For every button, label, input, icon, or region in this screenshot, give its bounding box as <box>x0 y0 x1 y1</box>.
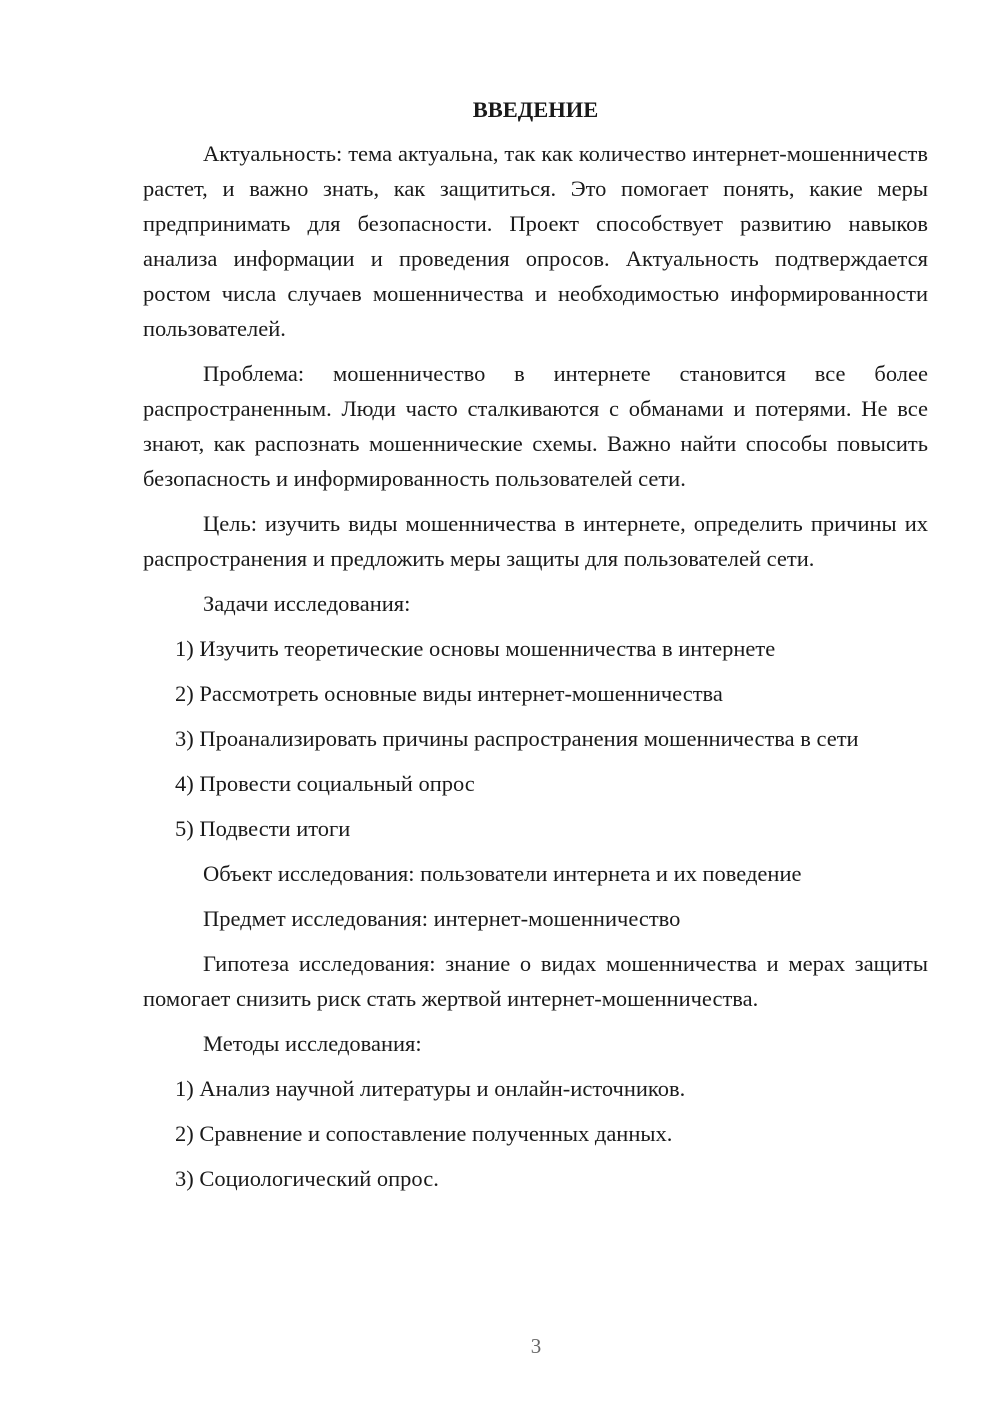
page-content <box>143 92 928 1206</box>
object-paragraph: Объект исследования: пользователи интернета и их поведение <box>203 861 802 886</box>
task-item: 5) Подвести итоги <box>175 816 351 841</box>
task-item: 2) Рассмотреть основные виды интернет-мошенничества <box>175 681 723 706</box>
subject-paragraph: Предмет исследования: интернет-мошенничество <box>203 906 681 931</box>
page-number: 3 <box>530 1334 542 1358</box>
method-item: 3) Социологический опрос. <box>175 1166 439 1191</box>
problem-paragraph: Проблема: мошенничество в интернете становится все более распространенным. Люди часто сталкиваются с обманами и потерями. Не все знают, как распознать мошеннические схемы. Важно найти способы повысить безопасность и информированность пользователей сети. <box>143 361 928 491</box>
method-item: 2) Сравнение и сопоставление полученных данных. <box>175 1121 673 1146</box>
task-item: 3) Проанализировать причины распространения мошенничества в сети <box>175 726 859 751</box>
task-item: 1) Изучить теоретические основы мошенничества в интернете <box>175 636 776 661</box>
methods-title: Методы исследования: <box>203 1031 422 1056</box>
relevance-paragraph: Актуальность: тема актуальна, так как количество интернет-мошенничеств растет, и важно знать, как защититься. Это помогает понять, какие меры предпринимать для безопасности. Проект способствует развитию навыков анализа информации и проведения опросов. Актуальность подтверждается ростом числа случаев мошенничества и необходимостью информированности пользователей. <box>143 141 928 341</box>
hypothesis-paragraph: Гипотеза исследования: знание о видах мошенничества и мерах защиты помогает снизить риск стать жертвой интернет-мошенничества. <box>143 951 928 1011</box>
task-item: 4) Провести социальный опрос <box>175 771 475 796</box>
section-heading: ВВЕДЕНИЕ <box>472 97 599 122</box>
tasks-title: Задачи исследования: <box>203 591 411 616</box>
goal-paragraph: Цель: изучить виды мошенничества в интернете, определить причины их распространения и предложить меры защиты для пользователей сети. <box>143 511 928 571</box>
method-item: 1) Анализ научной литературы и онлайн-источников. <box>175 1076 686 1101</box>
